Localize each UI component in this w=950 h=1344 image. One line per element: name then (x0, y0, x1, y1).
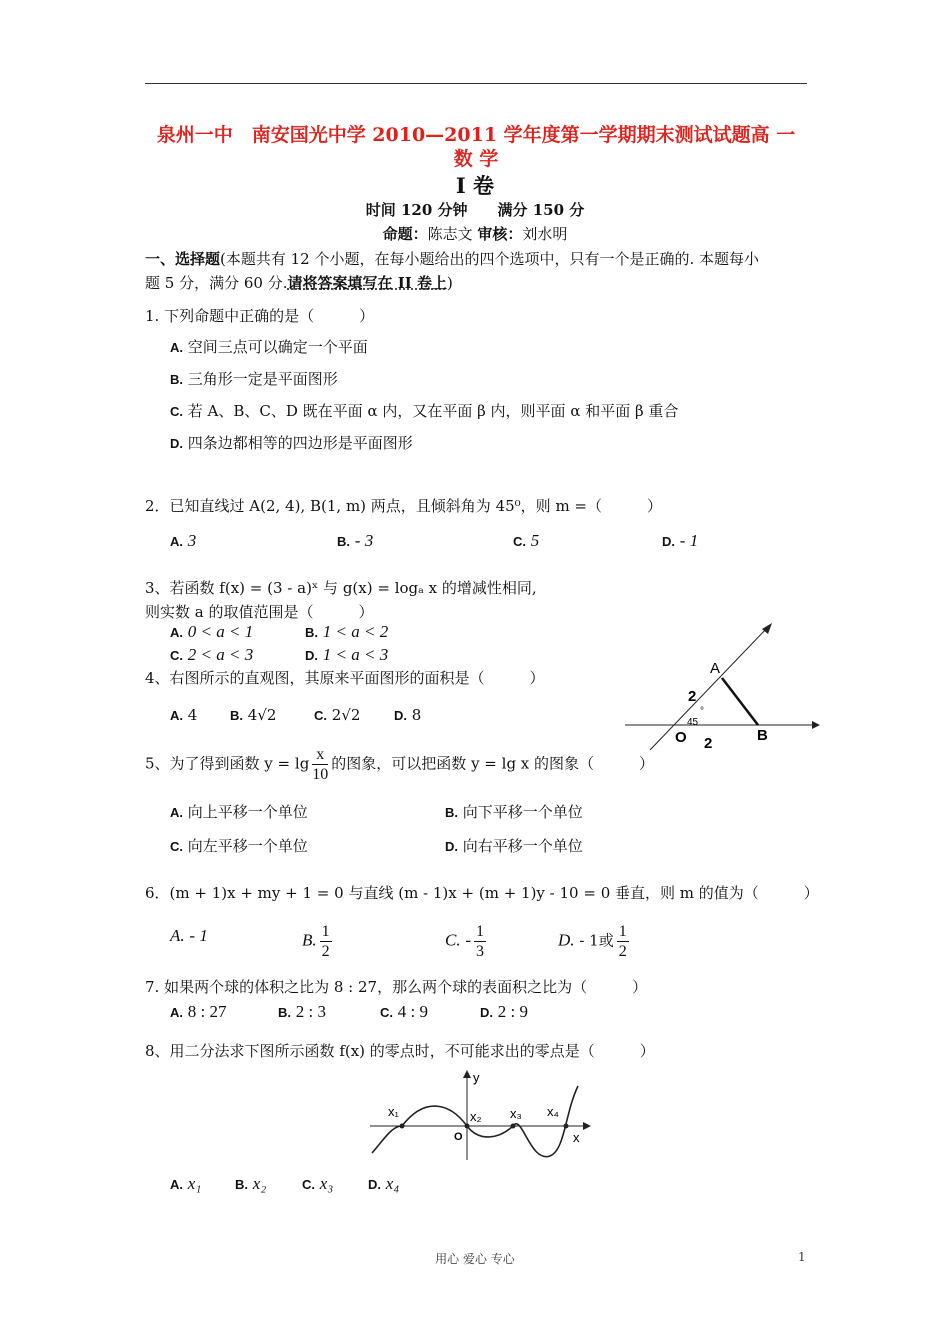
q2-option-d: D. - 1 (662, 531, 699, 550)
q3-option-b: B. 1 < a < 2 (305, 622, 389, 641)
q1-option-a: A. 空间三点可以确定一个平面 (170, 338, 368, 356)
header-rule (145, 83, 807, 84)
q5-option-c: C. 向左平移一个单位 (170, 837, 308, 855)
angle-label: 45 (687, 717, 699, 728)
q5-option-d: D. 向右平移一个单位 (445, 837, 583, 855)
q6-option-b: B. $\frac{1}{2}$ (302, 923, 330, 960)
exam-subject: 数 学 (453, 148, 499, 170)
q6-option-a: A. - 1 (170, 926, 208, 945)
q5-stem: 5、为了得到函数 y = lg $\frac{x}{10}$ 的图象，可以把函数 y = lg x 的图象（ ） (145, 746, 655, 783)
slant-axis-line (650, 627, 768, 750)
q1-option-d: D. 四条边都相等的四边形是平面图形 (170, 434, 413, 452)
length-oa: 2 (688, 688, 697, 705)
zero-x3 (511, 1124, 516, 1129)
q1-stem: 1. 下列命题中正确的是（ ） (145, 307, 375, 325)
footer-motto: 用心 爱心 专心 (435, 1252, 515, 1266)
y-axis-arrow-icon (463, 1070, 471, 1078)
q8-option-b: B. x₂ (235, 1174, 267, 1193)
degree-mark: ° (700, 706, 704, 717)
label-b: B (757, 727, 768, 744)
q7-stem: 7. 如果两个球的体积之比为 8 : 27，那么两个球的表面积之比为（ ） (145, 978, 648, 996)
q8-option-c: C. x₃ (302, 1174, 334, 1193)
exam-title: 泉州一中 南安国光中学 2010—2011 学年度第一学期期末测试试题高 一 (156, 124, 796, 146)
q2-stem: 2．已知直线过 A(2, 4), B(1, m) 两点，且倾斜角为 45⁰，则 m =（ ） (145, 497, 663, 515)
q8-option-a: A. x₁ (170, 1174, 202, 1193)
q6-stem: 6．(m + 1)x + my + 1 = 0 与直线 (m - 1)x + (m + 1)y - 10 = 0 垂直，则 m 的值为（ ） (145, 884, 819, 902)
x-axis-arrow-icon (812, 721, 820, 729)
page-number: 1 (798, 1250, 806, 1264)
q7-option-d: D. 2 : 9 (480, 1002, 529, 1021)
x-axis-arrow-icon (583, 1122, 591, 1130)
q3-stem-2: 则实数 a 的取值范围是（ ） (145, 603, 374, 621)
q8-option-d: D. x₄ (368, 1174, 400, 1193)
q3-option-c: C. 2 < a < 3 (170, 645, 254, 664)
q4-option-a: A. 4 (170, 706, 198, 724)
label-o: O (675, 729, 687, 746)
zero-x2 (465, 1124, 470, 1129)
section-intro-line1: 一、选择题(本题共有 12 个小题，在每小题给出的四个选项中，只有一个是正确的. 本题每小 (145, 250, 760, 268)
q5-fraction: $\frac{x}{10}$ (312, 746, 329, 783)
q3-option-d: D. 1 < a < 3 (305, 645, 389, 664)
q4-figure (620, 615, 820, 755)
label-o: O (454, 1131, 463, 1143)
q4-option-b: B. 4√2 (230, 706, 277, 724)
q4-option-d: D. 8 (394, 706, 422, 724)
time-score: 时间 120 分钟 满分 150 分 (365, 201, 585, 219)
volume-label: Ⅰ 卷 (455, 173, 495, 198)
q1-option-b: B. 三角形一定是平面图形 (170, 370, 338, 388)
segment-ab (722, 678, 758, 725)
length-ob: 2 (704, 735, 713, 752)
zero-x4 (564, 1124, 569, 1129)
q7-option-b: B. 2 : 3 (278, 1002, 327, 1021)
q8-figure (370, 1068, 600, 1163)
label-x2: x₂ (470, 1109, 482, 1124)
q7-option-c: C. 4 : 9 (380, 1002, 429, 1021)
q4-option-c: C. 2√2 (314, 706, 361, 724)
q8-stem: 8、用二分法求下图所示函数 f(x) 的零点时，不可能求出的零点是（ ） (145, 1042, 655, 1060)
q4-stem: 4、右图所示的直观图，其原来平面图形的面积是（ ） (145, 669, 545, 687)
label-x: x (573, 1130, 580, 1145)
section-intro-line2: 题 5 分，满分 60 分.请将答案填写在 II 卷上) (145, 274, 453, 292)
label-x4: x₄ (547, 1104, 559, 1119)
q1-option-c: C. 若 A、B、C、D 既在平面 α 内，又在平面 β 内，则平面 α 和平面 β 重合 (170, 402, 679, 420)
label-y: y (473, 1070, 480, 1085)
q2-option-c: C. 5 (513, 531, 540, 550)
q2-option-a: A. 3 (170, 531, 197, 550)
q5-option-a: A. 向上平移一个单位 (170, 803, 308, 821)
q5-option-b: B. 向下平移一个单位 (445, 803, 583, 821)
label-x1: x₁ (388, 1104, 399, 1119)
label-x3: x₃ (510, 1106, 522, 1121)
q3-option-a: A. 0 < a < 1 (170, 622, 254, 641)
q3-stem: 3、若函数 f(x) = (3 - a)ˣ 与 g(x) = logₐ x 的增减性相同, (145, 579, 537, 597)
q7-option-a: A. 8 : 27 (170, 1002, 227, 1021)
q2-option-b: B. - 3 (337, 531, 374, 550)
zero-x1 (400, 1124, 405, 1129)
q6-option-d: D. - 1或 $\frac{1}{2}$ (558, 923, 627, 960)
q6-option-c: C. - $\frac{1}{3}$ (445, 923, 485, 960)
author-line: 命题：陈志文 审核：刘水明 (382, 225, 568, 243)
label-a: A (710, 660, 721, 677)
